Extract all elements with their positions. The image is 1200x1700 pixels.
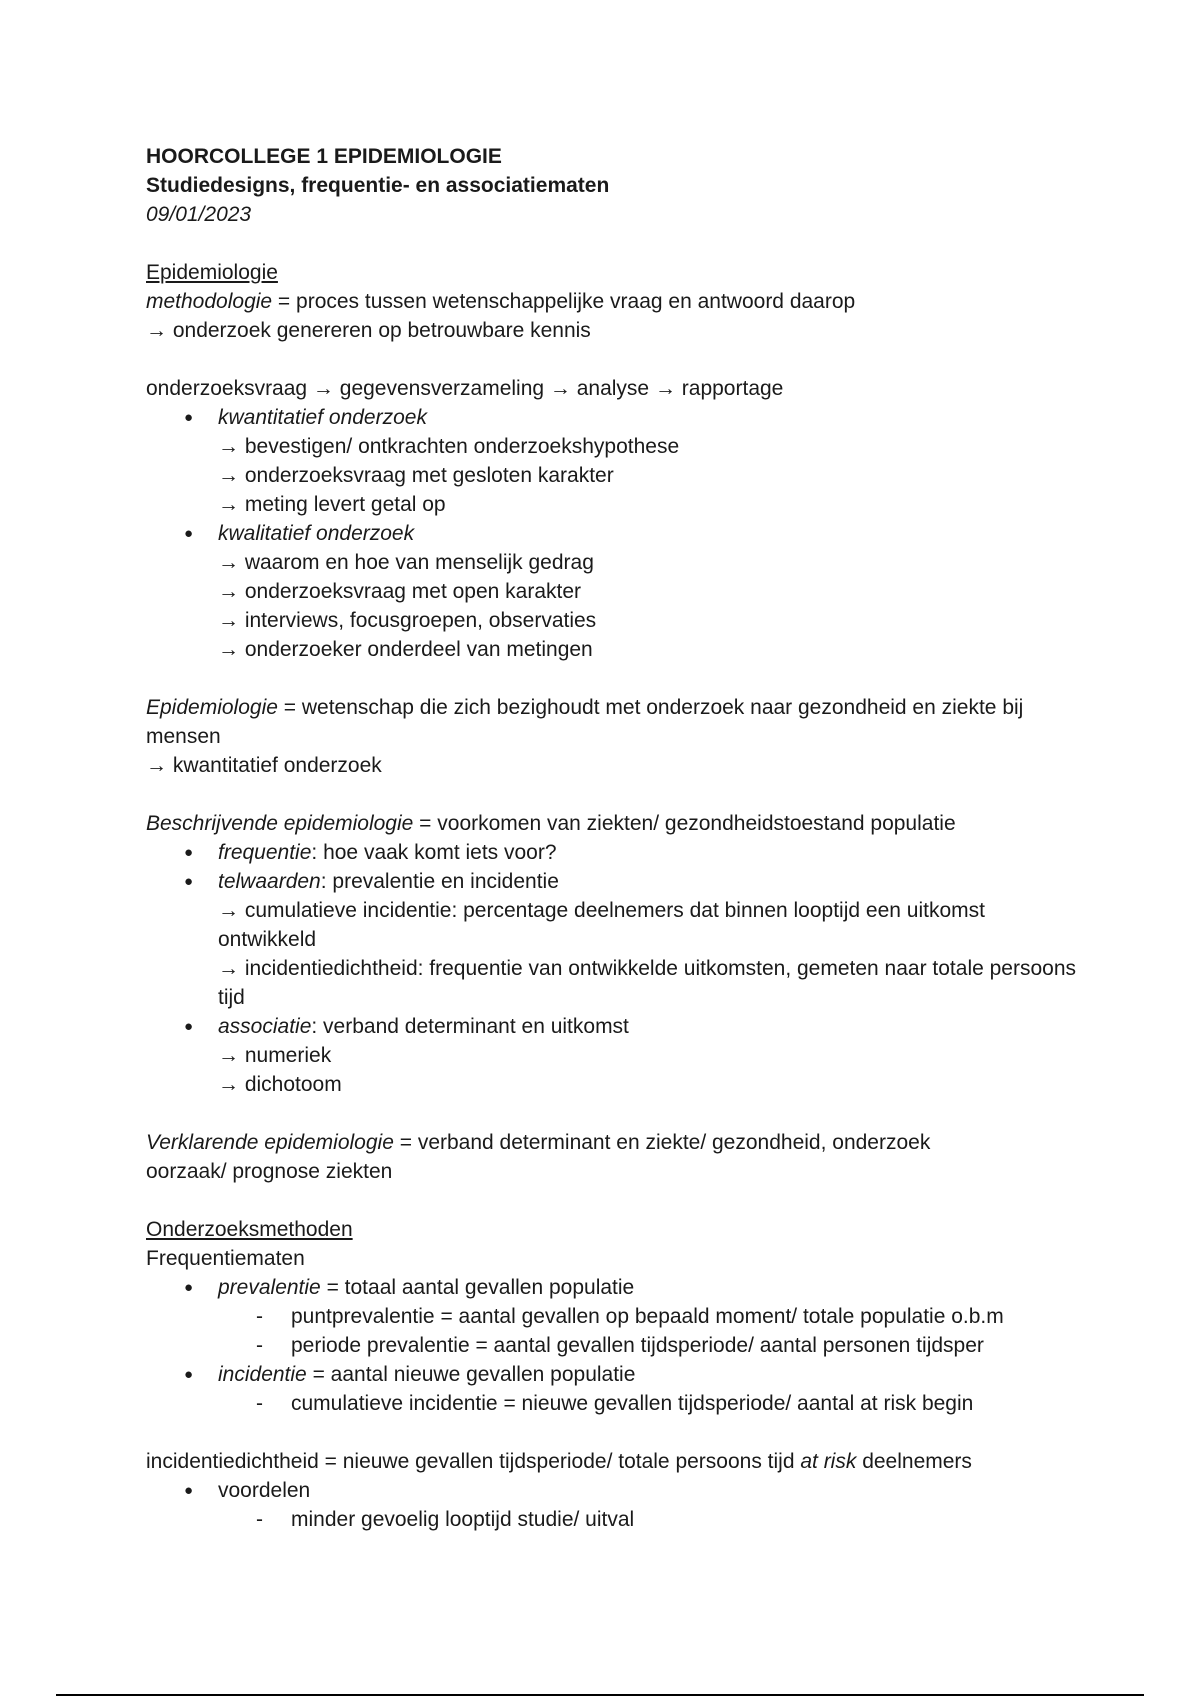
page-title: HOORCOLLEGE 1 EPIDEMIOLOGIE [146, 145, 502, 168]
list-item: - puntprevalentie = aantal gevallen op bepaald moment/ totale populatie o.b.m [146, 1302, 1086, 1331]
research-flow: onderzoeksvraag → gegevensverzameling → analyse → rapportage [146, 377, 784, 400]
list-item-qualitative: ● kwalitatief onderzoek [146, 519, 1086, 548]
subheading-frequency-measures: Frequentiematen [146, 1247, 305, 1270]
list-item-quantitative: ● kwantitatief onderzoek [146, 403, 1086, 432]
page-subtitle: Studiedesigns, frequentie- en associatiematen [146, 174, 610, 197]
list-item: → onderzoeksvraag met gesloten karakter [218, 464, 614, 487]
list-item: → onderzoeker onderdeel van metingen [218, 638, 593, 661]
list-item-incidence: ● incidentie = aantal nieuwe gevallen populatie [146, 1360, 1086, 1389]
list-item-association: ● associatie: verband determinant en uitkomst [146, 1012, 1086, 1041]
list-item-counts: ● telwaarden: prevalentie en incidentie [146, 867, 1086, 896]
list-item: → meting levert getal op [218, 493, 446, 516]
methodology-definition: methodologie = proces tussen wetenschappelijke vraag en antwoord daarop [146, 290, 856, 313]
document-page [146, 142, 1086, 1534]
section-heading-methods: Onderzoeksmethoden [146, 1218, 353, 1241]
list-item: → cumulatieve incidentie: percentage deelnemers dat binnen looptijd een uitkomst ontwikkeld [218, 899, 985, 951]
list-item: → incidentiedichtheid: frequentie van ontwikkelde uitkomsten, gemeten naar totale persoons tijd [218, 957, 1077, 1009]
page-bottom-rule [56, 1694, 1144, 1696]
list-item: → bevestigen/ ontkrachten onderzoekshypothese [218, 435, 680, 458]
explanatory-definition: Verklarende epidemiologie = verband determinant en ziekte/ gezondheid, onderzoek oorzaak/ prognose ziekten [146, 1131, 931, 1183]
list-item: → waarom en hoe van menselijk gedrag [218, 551, 594, 574]
date: 09/01/2023 [146, 203, 252, 226]
section-heading-epidemiologie: Epidemiologie [146, 261, 278, 284]
list-item: - periode prevalentie = aantal gevallen tijdsperiode/ aantal personen tijdsper [146, 1331, 1086, 1360]
descriptive-definition: Beschrijvende epidemiologie = voorkomen van ziekten/ gezondheidstoestand populatie [146, 812, 956, 835]
list-item: → interviews, focusgroepen, observaties [218, 609, 597, 632]
incidence-density-definition: incidentiedichtheid = nieuwe gevallen tijdsperiode/ totale persoons tijd at risk deelnemers [146, 1450, 972, 1473]
list-item-prevalence: ● prevalentie = totaal aantal gevallen populatie [146, 1273, 1086, 1302]
epidemiology-definition: Epidemiologie = wetenschap die zich bezighoudt met onderzoek naar gezondheid en ziekte bij mensen [146, 696, 1024, 748]
list-item: - cumulatieve incidentie = nieuwe gevallen tijdsperiode/ aantal at risk begin [146, 1389, 1086, 1418]
list-item: → numeriek [218, 1044, 332, 1067]
list-item-advantages: ● voordelen [146, 1476, 1086, 1505]
list-item: → onderzoeksvraag met open karakter [218, 580, 582, 603]
list-item-frequency: ● frequentie: hoe vaak komt iets voor? [146, 838, 1086, 867]
list-item: → dichotoom [218, 1073, 342, 1096]
epidemiology-arrow: → kwantitatief onderzoek [146, 754, 382, 777]
methodology-arrow: → onderzoek genereren op betrouwbare kennis [146, 319, 591, 342]
list-item: - minder gevoelig looptijd studie/ uitval [146, 1505, 1086, 1534]
